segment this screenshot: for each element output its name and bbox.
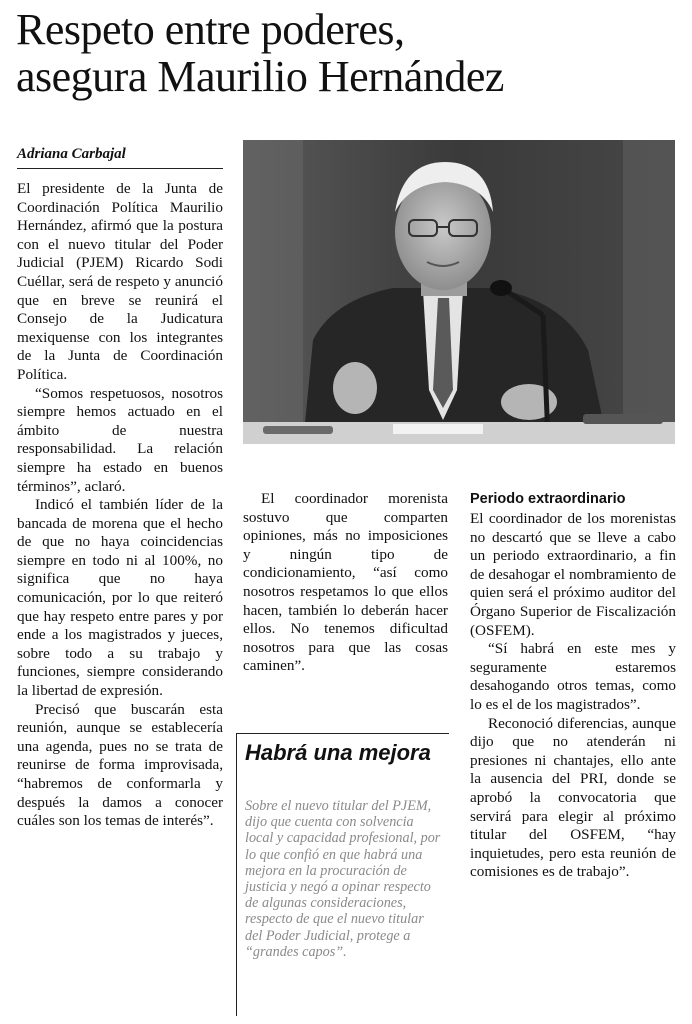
byline-rule: [17, 168, 223, 169]
paragraph: Reconoció diferencias, aunque dijo que no atenderán ni presiones ni chantajes, ello ante la ausencia del PRI, donde se aprobó la convocatoria que servirá para elegir al próximo titular del OSFEM, “hay inquietudes, pero esta reunión de comisiones es de trabajo”.: [470, 714, 676, 881]
headline-line-1: Respeto entre poderes,: [16, 5, 405, 54]
paragraph: Precisó que buscarán esta reunión, aunque se establecería una agenda, pues no se trata de reunirse de forma improvisada, “habremos de conformarla y después la damos a conocer cuáles son los temas de interés”.: [17, 700, 223, 830]
photo-illustration: [243, 140, 675, 444]
paragraph: “Somos respetuosos, nosotros siempre hemos actuado en el ámbito de nuestra responsabilidad. La relación siempre ha estado en buenos términos”, aclaró.: [17, 384, 223, 495]
sidebar-title: Habrá una mejora: [245, 740, 431, 765]
byline: Adriana Carbajal: [17, 146, 126, 162]
column-2: [243, 490, 448, 676]
paragraph: El presidente de la Junta de Coordinación Política Maurilio Hernández, afirmó que la postura con el nuevo titular del Poder Judicial (PJEM) Ricardo Sodi Cuéllar, será de respeto y anunció que en breve se reunirá el Consejo de la Judicatura mexiquense con los integrantes de la Junta de Coordinación Política.: [17, 180, 223, 383]
column-1: [17, 180, 223, 831]
paragraph: “Sí habrá en este mes y seguramente estaremos desahogando otros temas, como lo es el de los magistrados”.: [470, 640, 676, 713]
column-3: [470, 490, 676, 882]
sidebar-body: Sobre el nuevo titular del PJEM, dijo que cuenta con solvencia local y capacidad profesional, por lo que confió en que habrá una mejora en la procuración de justicia y negó a opinar respecto de algunas consideraciones, respecto de que el nuevo titular del Poder Judicial, protege a “grandes capos”.: [245, 798, 441, 960]
paragraph: Indicó el también líder de la bancada de morena que el hecho de que no haya coincidencias siempre en todo ni al 100%, no significa que no haya comunicación, por lo que reiteró que hay respeto entre pares y por ende a los magistrados y jueces, sobre todo a su trabajo y funciones, siempre considerando la libertad de expresión.: [17, 496, 223, 700]
headline-line-2: asegura Maurilio Hernández: [16, 52, 504, 101]
paragraph: El coordinador morenista sostuvo que comparten opiniones, más no imposiciones y ningún tipo de condicionamiento, “así como nosotros respetamos lo que ellos hacen, también lo deberán hacer ellos. No tenemos dificultad nosotros para que las cosas caminen”.: [243, 490, 448, 675]
paragraph: El coordinador de los morenistas no descartó que se lleve a cabo un periodo extraordinario, a fin de desahogar el nombramiento de quien será el próximo auditor del Órgano Superior de Fiscalización (OSFEM).: [470, 510, 676, 639]
sidebar-box: [236, 733, 449, 1016]
article-photo: [243, 140, 675, 444]
section-subhead: Periodo extraordinario: [470, 491, 626, 507]
headline: [16, 6, 686, 100]
